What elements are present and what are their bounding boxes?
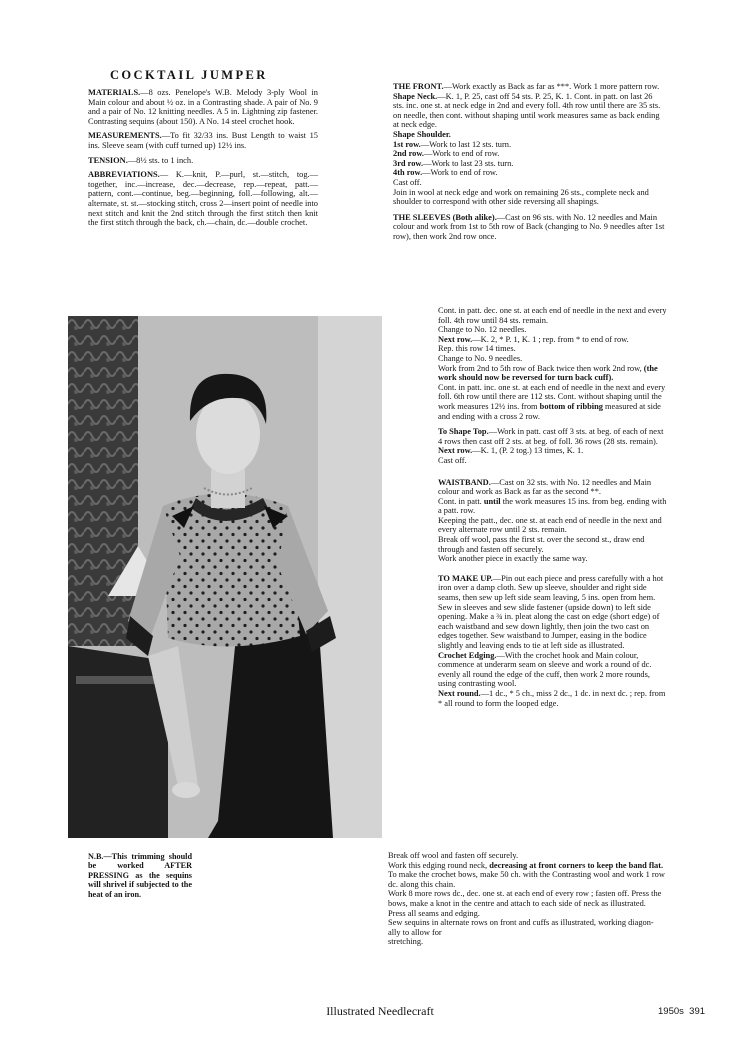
front-label: THE FRONT. bbox=[393, 82, 444, 91]
tension-paragraph bbox=[88, 156, 318, 166]
front-column bbox=[393, 82, 665, 242]
shoulder-row-4: 4th row.—Work to end of row. bbox=[393, 168, 498, 178]
neck-label: Shape Neck. bbox=[393, 91, 438, 101]
finishing-step: Press all seams and edging. bbox=[388, 908, 480, 918]
measurements-label: MEASUREMENTS. bbox=[88, 131, 162, 141]
waistband-step: Keeping the patt., dec. one st. at each end of needle in the next and every alternate row until 2 sts. remain. bbox=[438, 515, 662, 535]
sleeves-instructions bbox=[438, 306, 667, 708]
abbreviations-text: — K.—knit, P.—purl, st.—stitch, tog.—together, inc.—increase, dec.—decrease, rep.—repeat, patt.—pattern, cont.—continue, beg.—beginning, foll.—following, alt.—alternate, st. st.—stocking stitch, cross 2—insert point of needle into next stitch and knit the 2nd stitch through the first stitch then knit the first stitch through the back, ch.—chain, dc.—double crochet. bbox=[88, 170, 318, 228]
sleeves-text: —Cast on 96 sts. with No. 12 needles and Main colour and work from 1st to 5th row of Back (changing to No. 9 needles after 1st row), then work 2nd row once. bbox=[393, 212, 665, 241]
front-paragraph bbox=[393, 82, 665, 92]
waistband-step: Break off wool, pass the first st. over the second st., draw end through and fasten off securely. bbox=[438, 535, 645, 554]
photo-illustration bbox=[68, 316, 382, 838]
front-text: —Work exactly as Back as far as ***. Work 1 more pattern row. bbox=[443, 82, 660, 91]
shoulder-heading: Shape Shoulder. bbox=[393, 129, 451, 139]
sleeve-step: Next row.—K. 1, (P. 2 tog.) 13 times, K. 1. bbox=[438, 446, 584, 456]
waistband-step: Work another piece in exactly the same way. bbox=[438, 554, 588, 564]
sleeve-step: Rep. this row 14 times. bbox=[438, 344, 516, 354]
sleeve-step: Change to No. 9 needles. bbox=[438, 353, 523, 363]
sleeves-paragraph bbox=[393, 213, 665, 242]
waistband-step: Cont. in patt. until the work measures 15 ins. from beg. ending with a patt. row. bbox=[438, 496, 667, 516]
finishing-step: To make the crochet bows, make 50 ch. with the Contrasting wool and work 1 row dc. along this chain. bbox=[388, 870, 665, 889]
page-title: COCKTAIL JUMPER bbox=[110, 68, 268, 82]
finishing-step: stretching. bbox=[388, 937, 424, 947]
shoulder-row-2: 2nd row.—Work to end of row. bbox=[393, 149, 500, 159]
sleeve-step: Next row.—K. 2, * P. 1, K. 1 ; rep. from * to end of row. bbox=[438, 334, 629, 344]
page-number bbox=[658, 1006, 705, 1017]
front-cast-off: Cast off. bbox=[393, 177, 422, 187]
materials-text: —8 ozs. Penelope's W.B. Melody 3-ply Wool in Main colour and about ½ oz. in a Contrasting shade. A pair of No. 9 and a pair of No. 12 knitting needles. A 5 in. Lightning zip fastener. Contrasting sequins (about 150). A No. 14 steel crochet hook. bbox=[88, 88, 318, 126]
sleeve-step: Cont. in patt. dec. one st. at each end of needle in the next and every foll. 4th row until 84 sts. remain. bbox=[438, 306, 667, 325]
sleeve-step: Work from 2nd to 5th row of Back twice then work 2nd row, (the work should now be reversed for turn back cuff). bbox=[438, 363, 658, 383]
measurements-paragraph bbox=[88, 131, 318, 150]
shape-top-paragraph: To Shape Top.—Work in patt. cast off 3 sts. at beg. of each of next 4 rows then cast off 2 sts. at beg. of foll. 36 rows (28 sts. remain). bbox=[438, 427, 664, 446]
finishing-step: ally to allow for bbox=[388, 927, 442, 937]
measurements-text: —To fit 32/33 ins. Bust Length to waist 15 ins. Sleeve seam (with cuff turned up) 12½ ins. bbox=[88, 131, 318, 150]
materials-column bbox=[88, 88, 318, 233]
finishing-step: Break off wool and fasten off securely. bbox=[388, 851, 519, 860]
abbreviations-label: ABBREVIATIONS. bbox=[88, 170, 160, 180]
page-number-value: 391 bbox=[689, 1006, 706, 1017]
sleeves-label: THE SLEEVES (Both alike). bbox=[393, 212, 497, 222]
abbreviations-paragraph bbox=[88, 170, 318, 228]
next-round-paragraph: Next round.—1 dc., * 5 ch., miss 2 dc., 1 dc. in next dc. ; rep. from * all round to form the looped edge. bbox=[438, 688, 666, 708]
crochet-edging-paragraph: Crochet Edging.—With the crochet hook and Main colour, commence at underarm seam on sleeve and work a round of dc. evenly all round the edge of the cuff, then work 2 more rounds, using contrasting wool. bbox=[438, 650, 652, 689]
materials-paragraph bbox=[88, 88, 318, 126]
sleeve-step: Cont. in patt. inc. one st. at each end of needle in the next and every foll. 6th row until there are 112 sts. Cont. without shaping until the work measures 12½ ins. from bottom of ribbing measured at side and ending with a cross 2 row. bbox=[438, 382, 666, 421]
publication-name: Illustrated Needlecraft bbox=[326, 1004, 434, 1018]
finishing-instructions bbox=[388, 851, 670, 947]
materials-label: MATERIALS. bbox=[88, 88, 141, 97]
waistband-paragraph: WAISTBAND.—Cast on 32 sts. with No. 12 needles and Main colour and work as Back as far as the second **. bbox=[438, 477, 652, 497]
finishing-step: Work this edging round neck, decreasing at front corners to keep the band flat. bbox=[388, 860, 664, 870]
make-up-paragraph: TO MAKE UP.—Pin out each piece and press carefully with a hot iron over a damp cloth. Sew up sleeve, shoulder and right side seams, then sew up left side seam leaving, 5 ins. open from hem. Sew in sleeves and sew slide fastener (upside down) to left side opening. Make a ¾ in. pleat along the cast on edge (short edge) of each waistband and sew down lightly, then join the two cast on edges together. Sew waistband to Jumper, easing in the bodice slightly and leaving ends to tie at left side as illustrated. bbox=[438, 573, 664, 650]
finishing-step: Work 8 more rows dc., dec. one st. at each end of every row ; fasten off. Press the bows, make a knot in the centre and attach to each side of neck as illustrated. bbox=[388, 889, 662, 908]
neck-paragraph bbox=[393, 92, 665, 130]
finishing-step: Sew sequins in alternate rows on front and cuffs as illustrated, working diagon- bbox=[388, 918, 654, 928]
tension-label: TENSION. bbox=[88, 155, 128, 165]
join-paragraph: Join in wool at neck edge and work on remaining 26 sts., complete neck and shoulder to correspond with other side reversing all shapings. bbox=[393, 187, 649, 207]
nb-note: N.B.—This trimming should be worked AFTER PRESSING as the sequins will shrivel if subjected to the heat of an iron. bbox=[88, 852, 192, 899]
sleeve-step: Change to No. 12 needles. bbox=[438, 325, 527, 335]
shoulder-row-3: 3rd row.—Work to last 23 sts. turn. bbox=[393, 158, 514, 168]
era-label: 1950s bbox=[658, 1006, 684, 1017]
neck-text: —K. 1, P. 25, cast off 54 sts. P. 25, K. 1. Cont. in patt. on last 26 sts. inc. one st. at neck edge in 2nd and every foll. 4th row until there are 35 sts. on needle, then cont. without shaping until work measures same as back ending at neck edge. bbox=[393, 91, 661, 130]
tension-text: —8½ sts. to 1 inch. bbox=[127, 155, 194, 165]
sleeve-cast-off: Cast off. bbox=[438, 455, 467, 465]
shoulder-row-1: 1st row.—Work to last 12 sts. turn. bbox=[393, 139, 512, 149]
model-photo bbox=[68, 316, 382, 838]
